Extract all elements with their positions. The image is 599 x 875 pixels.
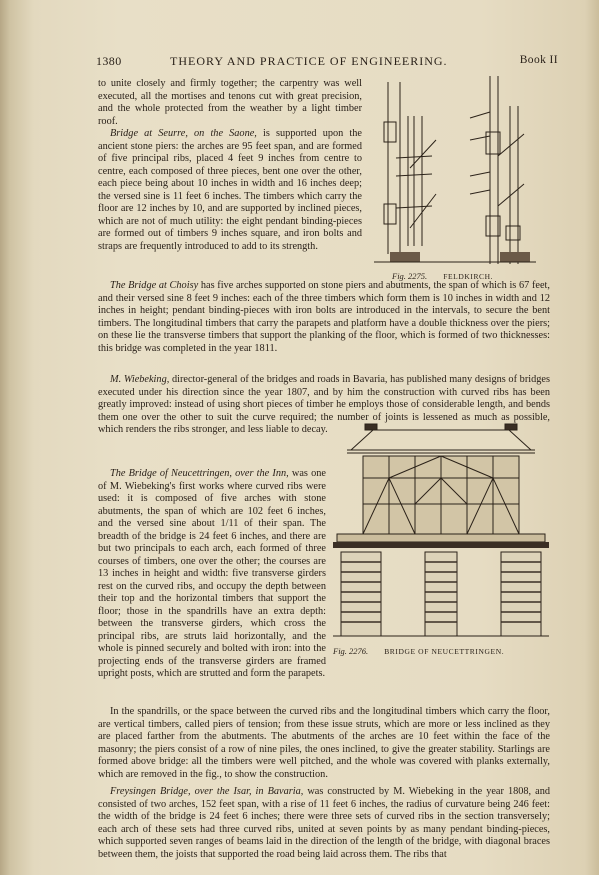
paragraph-text: has five arches supported on stone piers and abutments, the span of which is 67 feet, and their versed sine 8 feet 9 inches: each of the three timbers which form them is 10 inches in width and 12 inches in height; pendant binding-pieces with iron bolts are introduced in the intervals, to secure the bent timbers. The longitudinal timbers that carry the parapets and platform have a double thickness over the piers; on these lie the transverse timbers that support the planking of the floor, which is formed of two thicknesses: this bridge was completed in the year 1811.	[98, 280, 550, 354]
paragraph-spandrills	[98, 706, 550, 781]
paragraph-heading: M. Wiebeking,	[110, 374, 170, 385]
paragraph-seurre	[98, 128, 362, 253]
figure-caption: BRIDGE OF NEUCETTRINGEN.	[384, 647, 505, 656]
figure-caption: FELDKIRCH.	[443, 272, 494, 281]
paragraph-text: was constructed by M. Wiebeking in the year 1808, and consisted of two arches, 152 feet span, with a rise of 11 feet 6 inches, the radius of curvature being 246 feet: the width of the bridge is 24 feet 6 inches; there were three sets of curved ribs in the section transversely; each arch of these sets had three curved ribs, united at seven points by as many pendant binding-pieces, which supported seven ranges of beams laid in the direction of the length of the bridge, with diagonal braces between them, the joists that supported the road being laid across them. The ribs that	[98, 786, 550, 860]
figure-neucettringen-illustration	[333, 422, 549, 642]
paragraph-text: was one of M. Wiebeking's first works where curved ribs were used: it is composed of five arches with stone abutments, the span of which are 102 feet 6 inches, and the versed sine about	[98, 468, 327, 529]
paragraph-text: In the spandrills, or the space between the curved ribs and the longitudinal timbers which carry the floor, are vertical timbers, called piers of tension; from these issue struts, which are more or less inclined as they are placed farther from the abutments. The abutments of the arches are 10 feet within the face of the masonry; the piers consist of a row of nine piles, the ones inclined, to give the greater stability. Starlings are formed above bridge: all the timbers were well pitched, and the whole was covered with planks externally, which are removed in the fig., to show the construction.	[98, 706, 550, 780]
figure-number: Fig. 2275.	[392, 271, 428, 281]
fraction: 1/11	[220, 518, 239, 529]
paragraph-text: director-general of the bridges and roads in Bavaria, has published many designs of bridges executed under his direction since the year 1807, and by him the construction with curved ribs has been greatly improved: instead of using short pieces of timber he employs those of considerable length, and bends them one over the other to suit the curve required; the number of joints is lessened as much as possible, which renders the ribs stronger, and less liable to decay.	[98, 374, 550, 435]
paragraph-text: to unite closely and firmly together; the carpentry was well executed, all the mortises and tenons cut with great precision, and the whole protected from the weather by a light timber roof.	[98, 78, 362, 127]
page-number: 1380	[96, 54, 122, 68]
figure-number: Fig. 2276.	[333, 646, 369, 656]
figure-caption-neucettringen	[333, 646, 504, 656]
paragraph-intro	[98, 78, 362, 128]
paragraph-neucettringen	[98, 468, 326, 681]
paragraph-freysingen	[98, 786, 550, 861]
paragraph-heading: Bridge at Seurre, on the Saone,	[110, 128, 257, 139]
figure-caption-feldkirch	[392, 271, 493, 281]
running-header	[96, 54, 558, 70]
figure-feldkirch-illustration	[370, 76, 540, 274]
book-label: Book II	[519, 54, 558, 66]
paragraph-heading: Freysingen Bridge, over the Isar, in Bavaria,	[110, 786, 304, 797]
paragraph-heading: The Bridge of Neucettringen, over the Inn,	[110, 468, 289, 479]
paragraph-heading: The Bridge at Choisy	[110, 280, 199, 291]
paragraph-choisy	[98, 280, 550, 355]
paragraph-text: is supported upon the ancient stone piers: the arches are 95 feet span, and are formed of five principal ribs, placed 4 feet 9 inches from centre to centre, each composed of three pieces, bent one over the other, each piece being about 10 inches in width and 16 inches deep; the versed sine is 11 feet 6 inches. The timbers which carry the floor are 12 inches by 10, and are supported by inclined pieces, which are not of much utility: the eight pendant binding-pieces are formed out of timbers 9 inches square, and iron bolts and straps are frequently introduced to add to its strength.	[98, 128, 362, 252]
running-title: THEORY AND PRACTICE OF ENGINEERING.	[170, 54, 448, 68]
paragraph-text: of their span. The breadth of the bridge is 24 feet 6 inches, and there are but two principals to each arch, each formed of three courses of timbers, one over the other; the courses are 13 inches in height and width: five transverse girders rest on the curved ribs, and occupy the depth between their top and the horizontal timbers that support the floor; those in the spandrills have an extra depth: between the transverse girders, which cross the principal ribs, are struts laid horizontally, and the whole is pinned securely and bolted with iron: into the projecting ends of the transverse girders are framed upright posts, which are strutted and form the parapets.	[98, 518, 327, 679]
